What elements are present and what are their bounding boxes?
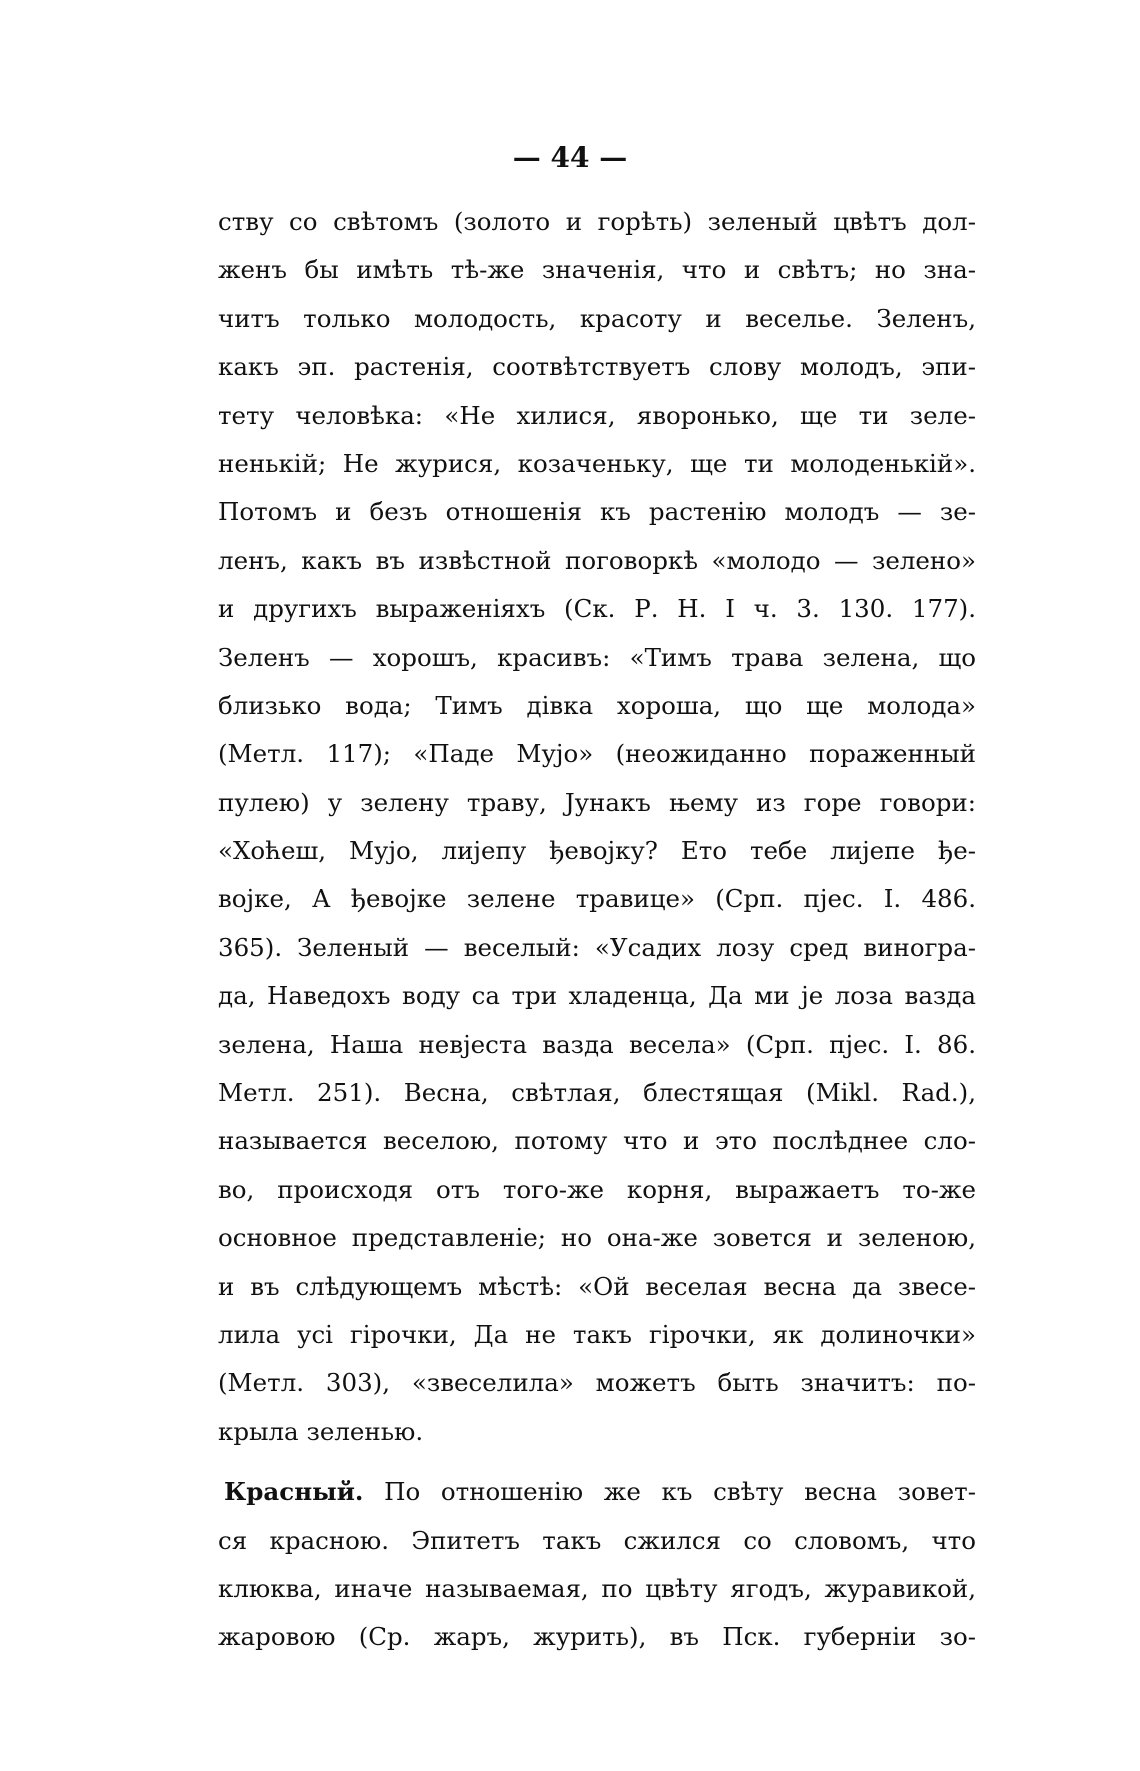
text-line: ненькій; Не журися, козаченьку, ще ти молоденькій».	[218, 448, 976, 478]
body-text	[218, 198, 976, 1662]
text-line: (Метл. 303), «звеселила» можетъ быть значитъ: по-	[218, 1368, 976, 1398]
text-line: 365). Зеленый — веселый: «Усадих лозу сред виногра-	[218, 932, 976, 962]
text-line: женъ бы имѣть тѣ-же значенія, что и свѣтъ; но зна-	[218, 255, 976, 285]
text-line: да, Наведохъ воду са три хладенца, Да ми је лоза вазда	[218, 981, 976, 1011]
text-line: Потомъ и безъ отношенія къ растенію молодъ — зе-	[218, 497, 976, 527]
text-line: близько вода; Тимъ дiвка хороша, що ще молода»	[218, 690, 976, 720]
text-line: «Хоћеш, Мујо, лијепу ђевојку? Ето тебе лијепе ђе-	[218, 836, 976, 866]
text-line: и другихъ выраженіяхъ (Ск. Р. Н. I ч. 3. 130. 177).	[218, 594, 976, 624]
text-line: (Метл. 117); «Паде Мујо» (неожиданно пораженный	[218, 739, 976, 769]
paragraph-first-line	[218, 1468, 976, 1516]
text-line: Метл. 251). Весна, свѣтлая, блестящая (Mikl. Rad.),	[218, 1078, 976, 1108]
text-line: во, происходя отъ того-же корня, выражаетъ то-же	[218, 1174, 976, 1204]
text-line: клюква, иначе называемая, по цвѣту ягодъ, журавикой,	[218, 1573, 976, 1603]
text-line: какъ эп. растенія, соотвѣтствуетъ слову молодъ, эпи-	[218, 352, 976, 382]
text-line: читъ только молодость, красоту и веселье. Зеленъ,	[218, 303, 976, 333]
text-line: лила усi гiрочки, Да не такъ гiрочки, як долиночки»	[218, 1319, 976, 1349]
text-line: пулею) у зелену траву, Јунакъ њему из горе говори:	[218, 787, 976, 817]
text-line: зелена, Наша невјеста вазда весела» (Срп. пјес. I. 86.	[218, 1029, 976, 1059]
text-line: Зеленъ — хорошъ, красивъ: «Тимъ трава зелена, що	[218, 642, 976, 672]
text-line: жаровою (Ср. жаръ, журить), въ Пск. губерніи зо-	[218, 1622, 976, 1652]
paragraph-gap	[218, 1456, 976, 1468]
text-line: ленъ, какъ въ извѣстной поговоркѣ «молодо — зелено»	[218, 545, 976, 575]
text-line: называется веселою, потому что и это послѣднее сло-	[218, 1126, 976, 1156]
section-term: Красный.	[224, 1477, 364, 1507]
text-line: војке, А ђевојке зелене травице» (Срп. пјес. I. 486.	[218, 884, 976, 914]
text-line: основное представленіе; но она-же зовется и зеленою,	[218, 1223, 976, 1253]
text-line: ству со свѣтомъ (золото и горѣть) зеленый цвѣтъ дол-	[218, 207, 976, 236]
text-line: и въ слѣдующемъ мѣстѣ: «Ой веселая весна да звесе-	[218, 1271, 976, 1301]
text-span: По отношенію же къ свѣту весна зовет-	[384, 1477, 976, 1507]
page-number: — 44 —	[512, 141, 628, 174]
text-line: ся красною. Эпитетъ такъ сжился со словомъ, что	[218, 1525, 976, 1555]
text-line: крыла зеленью.	[218, 1416, 424, 1446]
text-line: тету человѣка: «Не хилися, яворонько, ще ти зеле-	[218, 400, 976, 430]
